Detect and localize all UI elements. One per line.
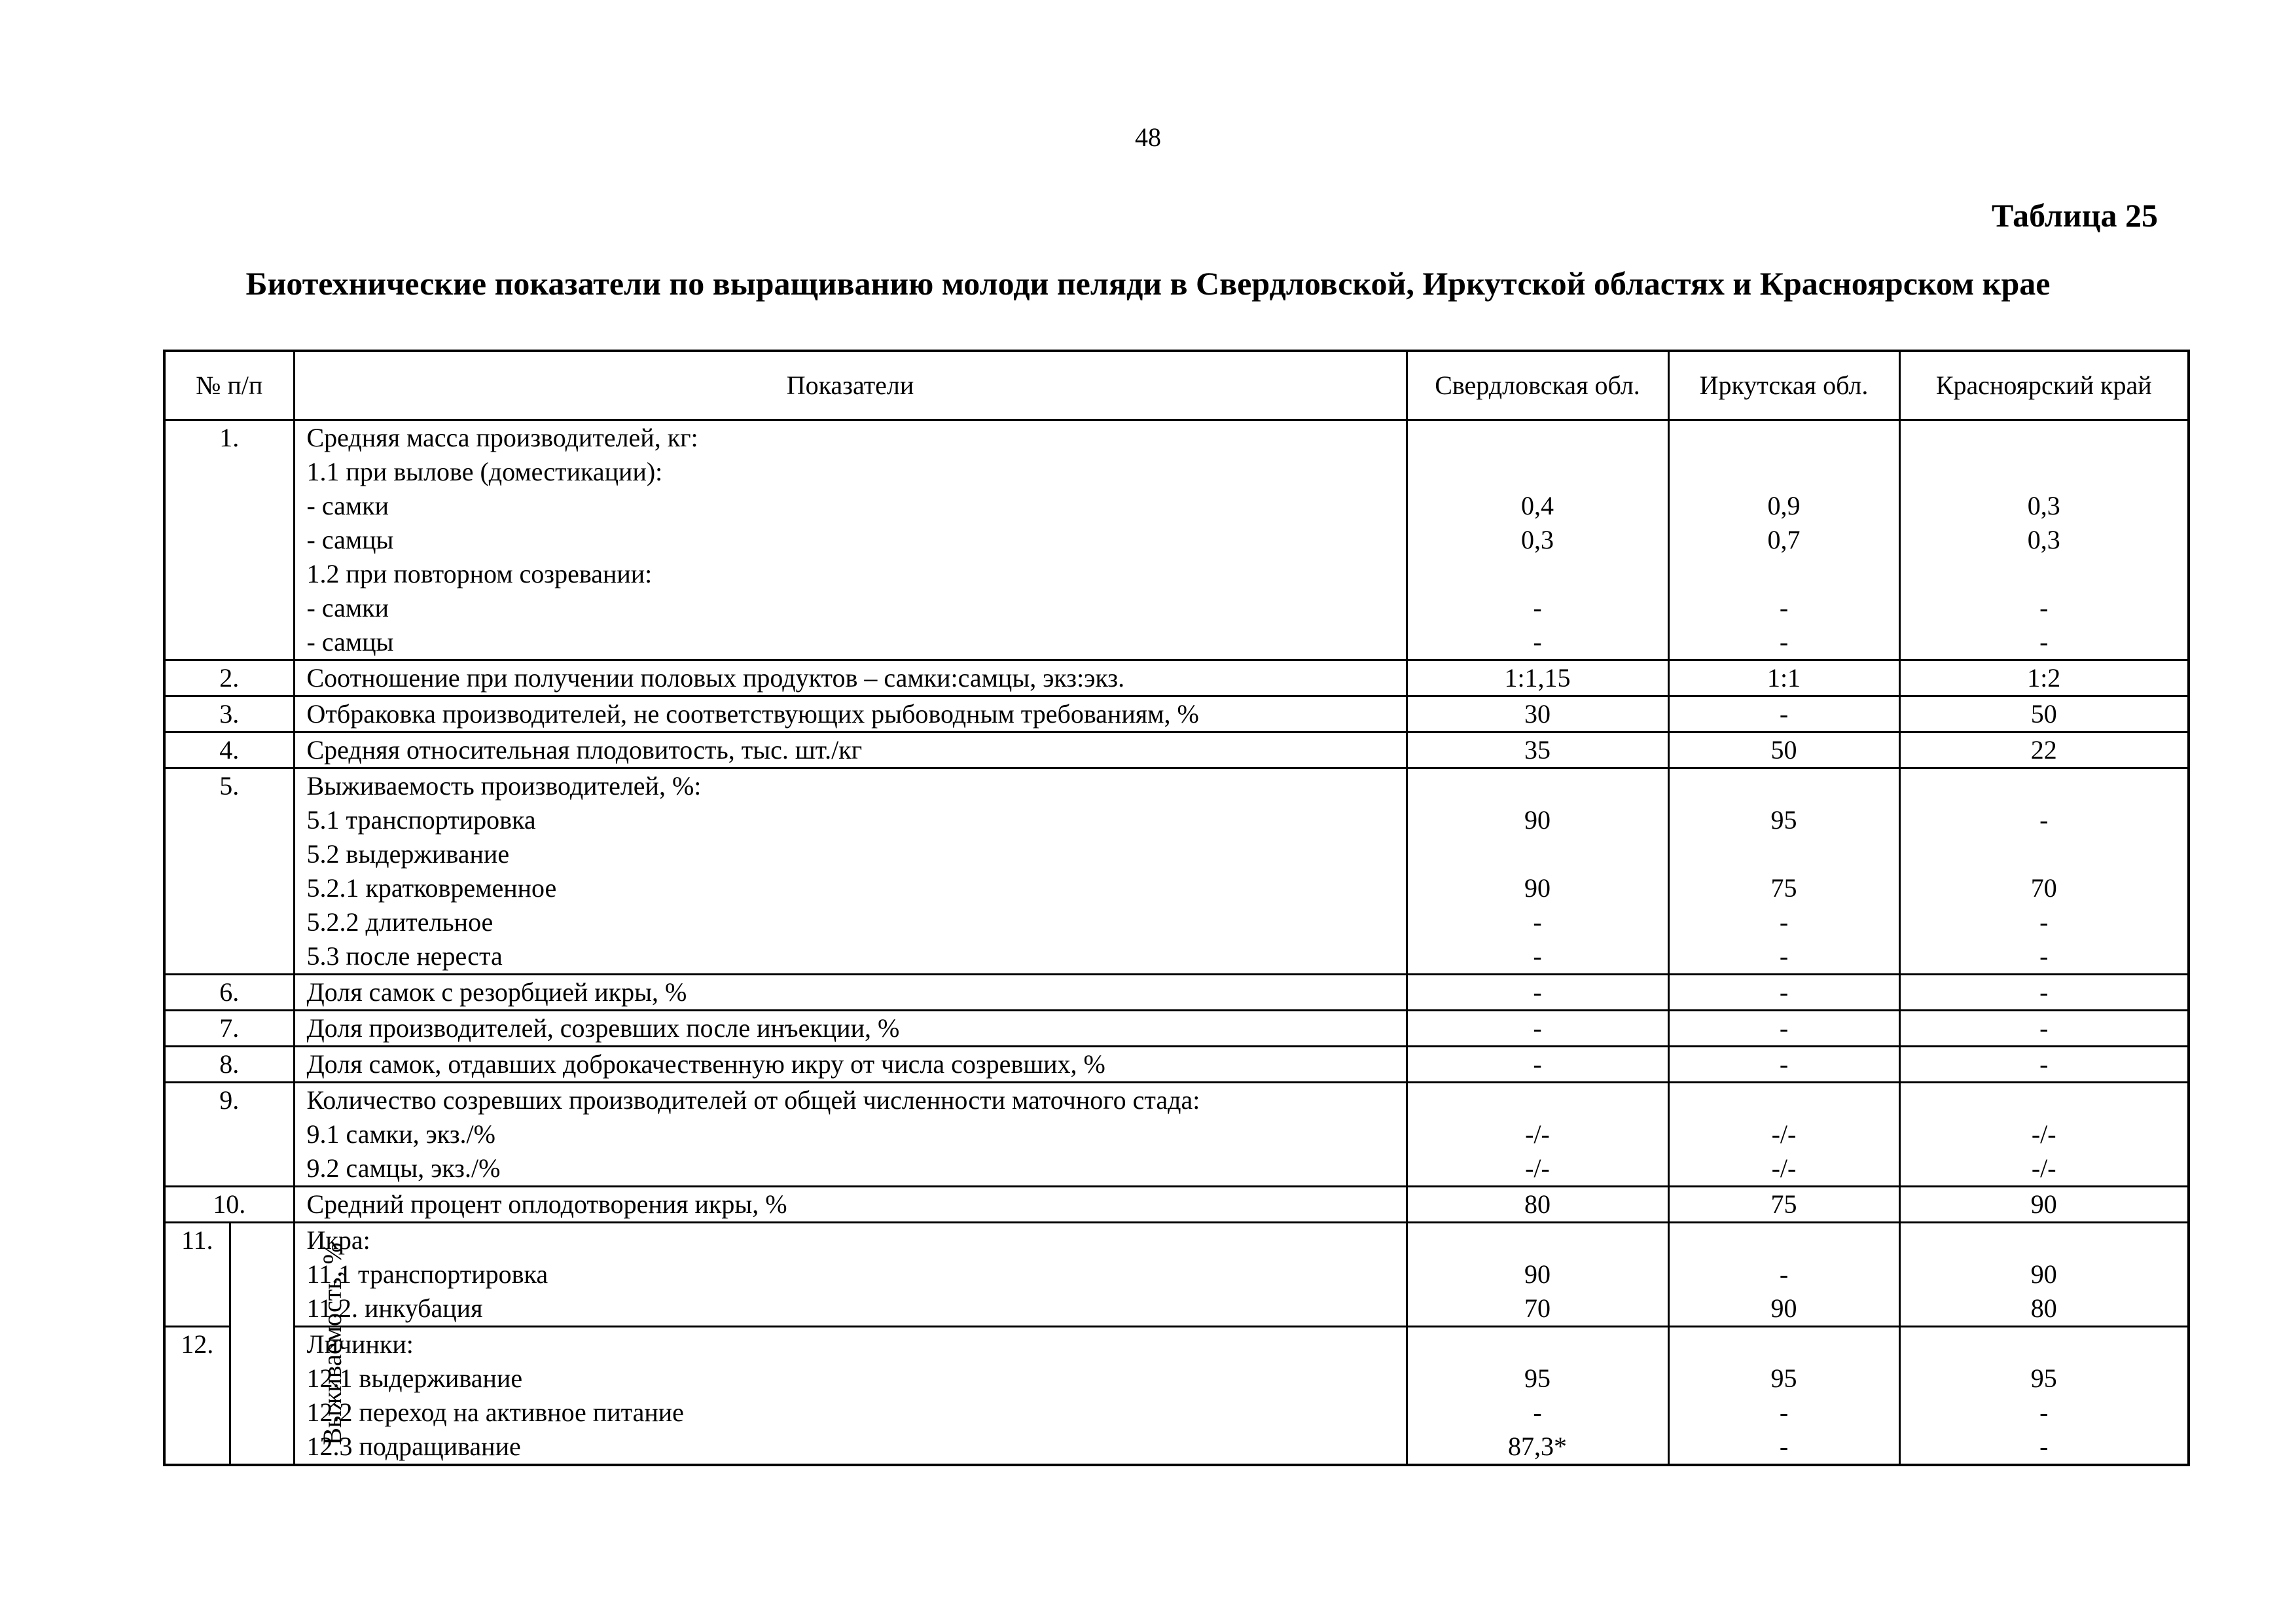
indicator-line: Соотношение при получении половых продуктов – самки:самцы, экз:экз. — [306, 663, 1125, 693]
row-number-cell: 3. — [164, 696, 294, 732]
value-line: -/- — [1525, 1119, 1550, 1149]
header-irkutsk: Иркутская обл. — [1668, 351, 1899, 420]
header-num: № п/п — [164, 351, 294, 420]
indicator-cell — [294, 768, 1407, 975]
indicator-cell — [294, 1047, 1407, 1083]
value-line: 95 — [1524, 1363, 1551, 1393]
value-line: 90 — [1524, 805, 1551, 835]
value-line — [1901, 837, 2188, 871]
value-line: 80 — [1524, 1189, 1551, 1219]
value-line: 0,9 — [1767, 491, 1801, 520]
value-line — [1901, 1083, 2188, 1117]
indicator-line: 11.2. инкубация — [306, 1293, 483, 1323]
indicator-line: Личинки: — [306, 1329, 414, 1359]
row-number-cell: 10. — [164, 1187, 294, 1223]
value-cell — [1668, 1187, 1899, 1223]
value-line: - — [1533, 907, 1542, 937]
value-line: - — [2039, 1049, 2049, 1079]
table-label: Таблица 25 — [1991, 197, 2158, 234]
value-line: - — [1533, 977, 1542, 1007]
value-line: - — [1779, 699, 1789, 729]
value-line — [1901, 1327, 2188, 1362]
table-row — [164, 696, 2189, 732]
row-number-cell: 9. — [164, 1083, 294, 1187]
value-line: - — [1779, 1259, 1789, 1289]
row-number-cell: 4. — [164, 732, 294, 768]
value-line: - — [1533, 1398, 1542, 1427]
value-line — [1408, 421, 1668, 455]
value-cell — [1407, 732, 1668, 768]
value-line: - — [1533, 1049, 1542, 1079]
indicator-cell — [294, 975, 1407, 1011]
table-row — [164, 1223, 2189, 1327]
value-line: -/- — [1771, 1153, 1797, 1183]
value-cell — [1668, 1223, 1899, 1327]
table-row — [164, 768, 2189, 975]
value-cell — [1668, 732, 1899, 768]
value-line: - — [1779, 977, 1789, 1007]
value-line — [1408, 1327, 1668, 1362]
indicator-cell — [294, 732, 1407, 768]
indicator-line: Выживаемость производителей, %: — [306, 771, 702, 801]
value-line: - — [1779, 907, 1789, 937]
value-cell — [1668, 1047, 1899, 1083]
value-line: - — [1533, 627, 1542, 657]
value-line: 95 — [1770, 805, 1797, 835]
indicator-cell — [294, 1187, 1407, 1223]
value-cell — [1899, 1187, 2189, 1223]
indicator-line: 5.2.1 кратковременное — [306, 873, 557, 903]
header-indicator: Показатели — [294, 351, 1407, 420]
value-line: - — [1779, 1432, 1789, 1461]
value-line — [1670, 769, 1899, 803]
value-line: - — [2039, 907, 2049, 937]
value-cell — [1407, 1083, 1668, 1187]
value-cell — [1407, 768, 1668, 975]
row-number-cell: 6. — [164, 975, 294, 1011]
document-title: Биотехнические показатели по выращиванию молоди пеляди в Свердловской, Иркутской областях и Красноярском крае — [245, 265, 2051, 302]
row-number-cell: 11. — [164, 1223, 230, 1327]
value-cell — [1899, 696, 2189, 732]
value-cell — [1668, 660, 1899, 696]
table-row — [164, 1327, 2189, 1466]
indicator-line: - самки — [306, 593, 389, 623]
value-line — [1901, 769, 2188, 803]
indicator-line: Количество созревших производителей от общей численности маточного стада: — [306, 1085, 1200, 1115]
value-cell — [1899, 1047, 2189, 1083]
value-line: - — [1779, 1398, 1789, 1427]
value-line: 50 — [1770, 735, 1797, 765]
value-cell — [1407, 1187, 1668, 1223]
value-line: 50 — [2030, 699, 2057, 729]
table-row — [164, 1047, 2189, 1083]
value-line: - — [1533, 941, 1542, 971]
value-line: 95 — [1770, 1363, 1797, 1393]
value-line: 0,3 — [2027, 525, 2060, 554]
indicator-cell — [294, 696, 1407, 732]
value-line: -/- — [2031, 1119, 2056, 1149]
row-number-cell: 7. — [164, 1011, 294, 1047]
table-row — [164, 975, 2189, 1011]
value-cell — [1407, 1327, 1668, 1466]
value-line: 0,3 — [1521, 525, 1554, 554]
row-number-cell: 5. — [164, 768, 294, 975]
value-cell — [1407, 696, 1668, 732]
indicator-cell — [294, 1011, 1407, 1047]
indicator-cell — [294, 1083, 1407, 1187]
value-cell — [1899, 660, 2189, 696]
value-line: 90 — [1524, 873, 1551, 903]
table-header-row — [164, 351, 2189, 420]
value-line: 22 — [2030, 735, 2057, 765]
header-krasnoyarsk: Красноярский край — [1899, 351, 2189, 420]
value-line: 70 — [2030, 873, 2057, 903]
value-cell — [1899, 1083, 2189, 1187]
value-line: - — [2039, 593, 2049, 623]
table-row — [164, 732, 2189, 768]
value-line — [1670, 1327, 1899, 1362]
value-line: 1:2 — [2027, 663, 2061, 693]
value-line — [1670, 455, 1899, 489]
value-cell — [1407, 420, 1668, 660]
value-line: 90 — [2030, 1259, 2057, 1289]
value-line: 87,3* — [1508, 1432, 1567, 1461]
value-line: - — [1779, 941, 1789, 971]
value-cell — [1407, 1223, 1668, 1327]
value-cell — [1899, 420, 2189, 660]
indicator-line: 5.2 выдерживание — [306, 839, 510, 869]
indicator-line: Отбраковка производителей, не соответствующих рыбоводным требованиям, % — [306, 699, 1199, 729]
value-line: - — [2039, 1432, 2049, 1461]
value-line: - — [1533, 1013, 1542, 1043]
value-line: - — [2039, 805, 2049, 835]
value-line: - — [2039, 1398, 2049, 1427]
value-line: 30 — [1524, 699, 1551, 729]
value-line — [1408, 837, 1668, 871]
survival-label: Выживаемость, % — [317, 1242, 347, 1445]
value-cell — [1668, 1011, 1899, 1047]
indicator-line: Доля самок, отдавших доброкачественную икру от числа созревших, % — [306, 1049, 1105, 1079]
value-line: 80 — [2030, 1293, 2057, 1323]
value-cell — [1899, 732, 2189, 768]
value-line — [1901, 557, 2188, 591]
indicator-cell — [294, 660, 1407, 696]
value-cell — [1899, 768, 2189, 975]
value-line — [1670, 837, 1899, 871]
indicators-table — [163, 350, 2190, 1466]
value-line — [1901, 1223, 2188, 1257]
table-row — [164, 1187, 2189, 1223]
indicator-line: - самцы — [306, 627, 394, 657]
table-row — [164, 660, 2189, 696]
indicator-line: Средний процент оплодотворения икры, % — [306, 1189, 787, 1219]
value-cell — [1668, 1083, 1899, 1187]
value-line: - — [2039, 627, 2049, 657]
value-cell — [1668, 975, 1899, 1011]
indicator-line: 11.1 транспортировка — [306, 1259, 548, 1289]
table-row — [164, 420, 2189, 660]
value-line: - — [2039, 941, 2049, 971]
value-line — [1670, 557, 1899, 591]
value-line: - — [1779, 1013, 1789, 1043]
value-line: 90 — [1770, 1293, 1797, 1323]
value-line: 95 — [2030, 1363, 2057, 1393]
value-line: - — [2039, 977, 2049, 1007]
value-cell — [1899, 1327, 2189, 1466]
value-cell — [1668, 420, 1899, 660]
indicator-line: Средняя масса производителей, кг: — [306, 423, 698, 452]
indicator-line: - самцы — [306, 525, 394, 554]
value-line: 1:1 — [1767, 663, 1801, 693]
value-line — [1670, 421, 1899, 455]
row-number-cell: 8. — [164, 1047, 294, 1083]
value-line — [1408, 1223, 1668, 1257]
value-line: - — [2039, 1013, 2049, 1043]
value-cell — [1668, 768, 1899, 975]
row-number-cell: 12. — [164, 1327, 230, 1466]
value-line: - — [1779, 1049, 1789, 1079]
value-line — [1408, 557, 1668, 591]
indicator-line: 5.3 после нереста — [306, 941, 503, 971]
value-cell — [1899, 1223, 2189, 1327]
value-line — [1670, 1223, 1899, 1257]
value-line: 35 — [1524, 735, 1551, 765]
value-line: - — [1533, 593, 1542, 623]
value-line: -/- — [2031, 1153, 2056, 1183]
value-cell — [1407, 1047, 1668, 1083]
value-line — [1901, 455, 2188, 489]
value-line — [1670, 1083, 1899, 1117]
value-line — [1408, 769, 1668, 803]
value-line: -/- — [1525, 1153, 1550, 1183]
indicator-line: 5.1 транспортировка — [306, 805, 536, 835]
value-cell — [1668, 696, 1899, 732]
value-line: 75 — [1770, 873, 1797, 903]
value-cell — [1407, 660, 1668, 696]
indicator-cell — [294, 1223, 1407, 1327]
value-line — [1408, 455, 1668, 489]
indicator-line: Доля производителей, созревших после инъекции, % — [306, 1013, 900, 1043]
header-sverdlovsk: Свердловская обл. — [1407, 351, 1668, 420]
value-line: 70 — [1524, 1293, 1551, 1323]
value-cell — [1407, 1011, 1668, 1047]
indicator-line: 1.2 при повторном созревании: — [306, 559, 653, 588]
page-number: 48 — [1135, 122, 1161, 152]
indicator-line: 12.2 переход на активное питание — [306, 1398, 684, 1427]
indicator-line: 5.2.2 длительное — [306, 907, 493, 937]
value-cell — [1407, 975, 1668, 1011]
value-cell — [1668, 1327, 1899, 1466]
row-number-cell: 2. — [164, 660, 294, 696]
value-line: 0,4 — [1521, 491, 1554, 520]
indicator-line: Средняя относительная плодовитость, тыс. шт./кг — [306, 735, 863, 765]
value-line: - — [1779, 627, 1789, 657]
indicator-line: 12.3 подращивание — [306, 1432, 521, 1461]
value-line: 90 — [2030, 1189, 2057, 1219]
indicator-line: 12.1 выдерживание — [306, 1363, 523, 1393]
value-line: 0,7 — [1767, 525, 1801, 554]
value-line: - — [1779, 593, 1789, 623]
value-line: -/- — [1771, 1119, 1797, 1149]
value-line: 1:1,15 — [1504, 663, 1571, 693]
indicator-cell — [294, 420, 1407, 660]
indicator-line: - самки — [306, 491, 389, 520]
value-line: 75 — [1770, 1189, 1797, 1219]
value-line: 90 — [1524, 1259, 1551, 1289]
value-cell — [1899, 1011, 2189, 1047]
value-line: 0,3 — [2027, 491, 2060, 520]
indicator-line: Икра: — [306, 1225, 370, 1255]
row-number-cell: 1. — [164, 420, 294, 660]
indicator-line: 9.1 самки, экз./% — [306, 1119, 495, 1149]
table-row — [164, 1083, 2189, 1187]
indicator-line: 9.2 самцы, экз./% — [306, 1153, 501, 1183]
indicator-line: Доля самок с резорбцией икры, % — [306, 977, 687, 1007]
indicator-cell — [294, 1327, 1407, 1466]
indicator-line: 1.1 при вылове (доместикации): — [306, 457, 663, 486]
value-cell — [1899, 975, 2189, 1011]
value-line — [1408, 1083, 1668, 1117]
value-line — [1901, 421, 2188, 455]
table-row — [164, 1011, 2189, 1047]
